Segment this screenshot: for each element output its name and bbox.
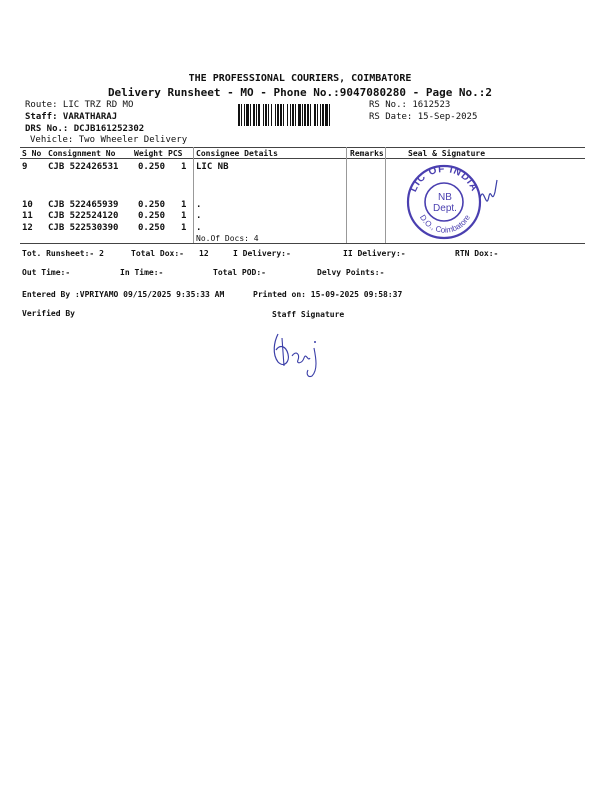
ii-delivery: II Delivery:- bbox=[343, 249, 406, 258]
verified-by: Verified By bbox=[22, 309, 75, 318]
col-header-remarks: Remarks bbox=[350, 149, 384, 158]
rs-number: RS No.: 1612523 bbox=[369, 100, 451, 110]
col-header-sno: S No bbox=[22, 149, 42, 158]
table-divider bbox=[385, 147, 386, 243]
drs-number: DRS No.: DCJB161252302 bbox=[25, 124, 145, 134]
total-pod: Total POD:- bbox=[213, 268, 266, 277]
table-divider bbox=[193, 147, 194, 243]
barcode-image bbox=[238, 104, 366, 126]
vehicle-text: Vehicle: Two Wheeler Delivery bbox=[30, 135, 188, 145]
stamp-center-line1: NB bbox=[438, 192, 452, 203]
i-delivery: I Delivery:- bbox=[233, 249, 291, 258]
row-pcs: 1 bbox=[181, 223, 187, 233]
lic-stamp-image bbox=[402, 162, 498, 246]
company-title: THE PROFESSIONAL COURIERS, COIMBATORE bbox=[188, 73, 412, 84]
rs-date: RS Date: 15-Sep-2025 bbox=[369, 112, 478, 122]
row-consignee: . bbox=[196, 200, 202, 210]
staff-signature-label: Staff Signature bbox=[272, 310, 345, 319]
total-dox-value: 12 bbox=[199, 249, 209, 258]
col-header-consignee: Consignee Details bbox=[196, 149, 278, 158]
col-header-weight: Weight bbox=[134, 149, 163, 158]
staff-text: Staff: VARATHARAJ bbox=[25, 112, 118, 122]
out-time: Out Time:- bbox=[22, 268, 71, 277]
tot-runsheet: Tot. Runsheet:- 2 bbox=[22, 249, 104, 258]
table-header-rule bbox=[20, 158, 585, 159]
entered-by: Entered By :VPRIYAMO 09/15/2025 9:35:33 AM bbox=[22, 290, 225, 299]
delvy-points: Delvy Points:- bbox=[317, 268, 385, 277]
table-bottom-rule bbox=[20, 243, 585, 244]
in-time: In Time:- bbox=[120, 268, 164, 277]
stamp-bottom-text: D.O., Coimbatore bbox=[417, 213, 473, 235]
runsheet-title: Delivery Runsheet - MO - Phone No.:9047080280 - Page No.:2 bbox=[107, 86, 493, 99]
col-header-consignment: Consignment No bbox=[48, 149, 116, 158]
col-header-pcs: PCS bbox=[168, 149, 183, 158]
row-pcs: 1 bbox=[181, 162, 187, 172]
row-weight: 0.250 bbox=[138, 211, 166, 221]
row-weight: 0.250 bbox=[138, 223, 166, 233]
total-dox-label: Total Dox:- bbox=[131, 249, 184, 258]
row-pcs: 1 bbox=[181, 200, 187, 210]
row-consignee: . bbox=[196, 211, 202, 221]
row-sno: 9 bbox=[22, 162, 28, 172]
stamp-top-text: LIC OF INDIA bbox=[408, 163, 480, 194]
svg-text:LIC OF INDIA bbox=[408, 164, 480, 194]
table-top-rule bbox=[20, 147, 585, 148]
stamp-center-line2: Dept. bbox=[433, 203, 457, 214]
rtn-dox: RTN Dox:- bbox=[455, 249, 499, 258]
row-sno: 12 bbox=[22, 223, 33, 233]
printed-on: Printed on: 15-09-2025 09:58:37 bbox=[253, 290, 403, 299]
row-pcs: 1 bbox=[181, 211, 187, 221]
row-weight: 0.250 bbox=[138, 200, 166, 210]
row-weight: 0.250 bbox=[138, 162, 166, 172]
row-consignee: LIC NB bbox=[196, 162, 229, 172]
route-text: Route: LIC TRZ RD MO bbox=[25, 100, 134, 110]
col-header-seal: Seal & Signature bbox=[408, 149, 486, 158]
row-consignment: CJB 522465939 bbox=[48, 200, 119, 210]
row-consignment: CJB 522524120 bbox=[48, 211, 119, 221]
row-consignment: CJB 522530390 bbox=[48, 223, 119, 233]
staff-signature-image bbox=[268, 328, 330, 380]
row-sno: 11 bbox=[22, 211, 33, 221]
table-divider bbox=[346, 147, 347, 243]
row-sno: 10 bbox=[22, 200, 33, 210]
row-consignment: CJB 522426531 bbox=[48, 162, 119, 172]
no-of-docs: No.Of Docs: 4 bbox=[196, 234, 259, 243]
row-consignee: . bbox=[196, 223, 202, 233]
